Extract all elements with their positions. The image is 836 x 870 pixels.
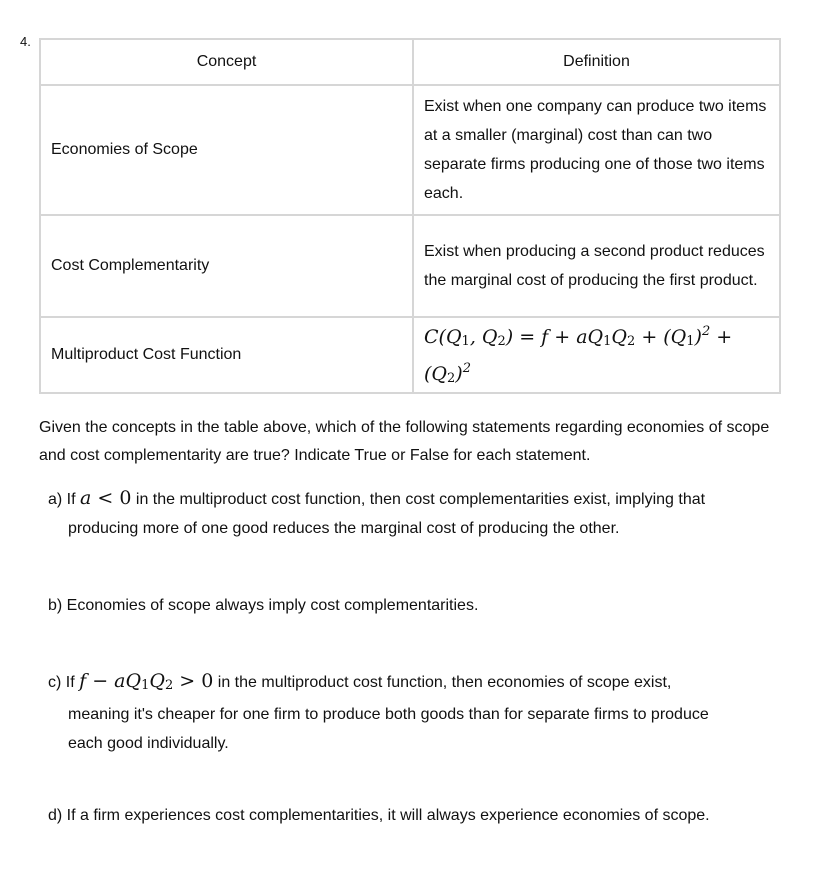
statement-c-math: $f - aQ_1Q_2 > 0$	[79, 670, 214, 693]
concept-cell: Cost Complementarity	[40, 215, 413, 317]
cost-function-formula: $C(Q_1$, $Q_2) = f + aQ_1Q_2 + (Q_1)^2$ + $(Q_2)^2$	[413, 317, 780, 393]
header-concept: Concept	[40, 39, 413, 85]
statement-a-continuation: producing more of one good reduces the marginal cost of producing the other.	[68, 520, 620, 537]
statement-a-label: a) If	[48, 491, 76, 508]
table-header-row	[40, 39, 780, 85]
question-prompt: Given the concepts in the table above, which of the following statements regarding economies of scope and cost complementarity are true? Indicate True or False for each statement.	[39, 419, 770, 464]
statement-c-label: c) If	[48, 674, 75, 691]
concepts-table	[39, 38, 781, 394]
table-row	[40, 85, 780, 215]
statement-a	[48, 484, 788, 543]
statement-c	[48, 667, 788, 758]
concept-cell: Multiproduct Cost Function	[40, 317, 413, 393]
header-definition: Definition	[413, 39, 780, 85]
statement-c-continuation-2: each good individually.	[68, 735, 229, 752]
statement-d: d) If a firm experiences cost complementarities, it will always experience economies of scope.	[48, 807, 710, 824]
statement-c-text: in the multiproduct cost function, then economies of scope exist,	[217, 674, 672, 691]
definition-cell: Exist when producing a second product reduces the marginal cost of producing the first product.	[413, 215, 780, 317]
question-number: 4.	[20, 34, 31, 49]
statement-c-continuation: meaning it's cheaper for one firm to produce both goods than for separate firms to produce	[68, 706, 709, 723]
statement-a-math: a < 0	[80, 487, 132, 509]
definition-cell: Exist when one company can produce two items at a smaller (marginal) cost than can two separate firms producing one of those two items each.	[413, 85, 780, 215]
statement-b: b) Economies of scope always imply cost complementarities.	[48, 597, 479, 614]
statement-a-text: in the multiproduct cost function, then cost complementarities exist, implying that	[135, 491, 706, 508]
table-row	[40, 317, 780, 393]
table-row	[40, 215, 780, 317]
concept-cell: Economies of Scope	[40, 85, 413, 215]
